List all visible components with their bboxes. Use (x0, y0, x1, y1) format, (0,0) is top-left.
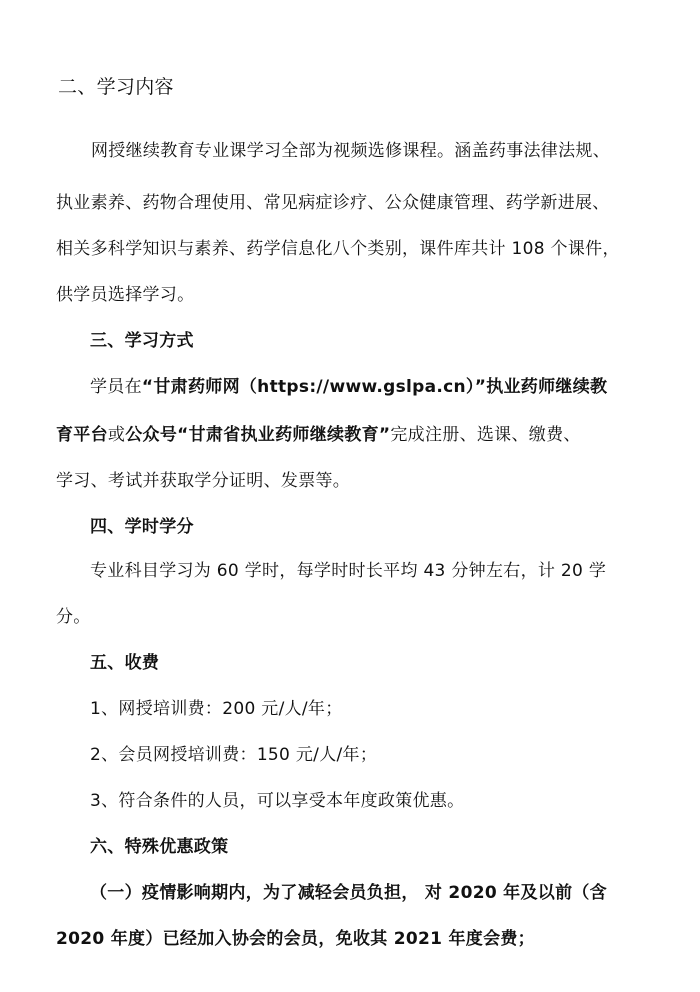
paragraph-line (90, 376, 607, 398)
official-account-name-text: 公众号“甘肃省执业药师继续教育” (125, 425, 391, 445)
paragraph-line: 学习、考试并获取学分证明、发票等。 (56, 471, 351, 491)
fee-item: 2、会员网授培训费：150 元/人/年； (90, 745, 378, 765)
paragraph-line: 执业素养、药物合理使用、常见病症诊疗、公众健康管理、药学新进展、 (56, 193, 610, 213)
text-segment: 学员在 (90, 377, 142, 397)
paragraph-line: 供学员选择学习。 (56, 285, 195, 305)
fee-item: 3、符合条件的人员，可以享受本年度政策优惠。 (90, 791, 465, 811)
paragraph-line: 分。 (56, 607, 91, 627)
section-heading-special-policy: 六、特殊优惠政策 (90, 837, 229, 857)
platform-name-text: “甘肃药师网（https://www.gslpa.cn）”执业药师继续教 (141, 377, 608, 397)
section-heading-study-content: 二、学习内容 (58, 76, 174, 98)
paragraph-line: 专业科目学习为 60 学时，每学时时长平均 43 分钟左右，计 20 学 (90, 561, 607, 581)
section-heading-fees: 五、收费 (90, 653, 160, 673)
fee-item: 1、网授培训费：200 元/人/年； (90, 699, 343, 719)
paragraph-line: 相关多科学知识与素养、药学信息化八个类别，课件库共计 108 个课件， (56, 239, 620, 259)
text-segment: 完成注册、选课、缴费、 (390, 425, 581, 445)
platform-name-text: 育平台 (56, 425, 108, 445)
text-segment: 或 (107, 425, 126, 445)
policy-line: （一）疫情影响期内，为了减轻会员负担， 对 2020 年及以前（含 (90, 883, 607, 903)
paragraph-line: 网授继续教育专业课学习全部为视频选修课程。涵盖药事法律法规、 (91, 141, 610, 161)
paragraph-line (56, 424, 581, 446)
policy-line: 2020 年度）已经加入协会的会员，免收其 2021 年度会费； (56, 929, 535, 949)
section-heading-study-method: 三、学习方式 (90, 331, 194, 351)
section-heading-hours-credits: 四、学时学分 (90, 517, 194, 537)
